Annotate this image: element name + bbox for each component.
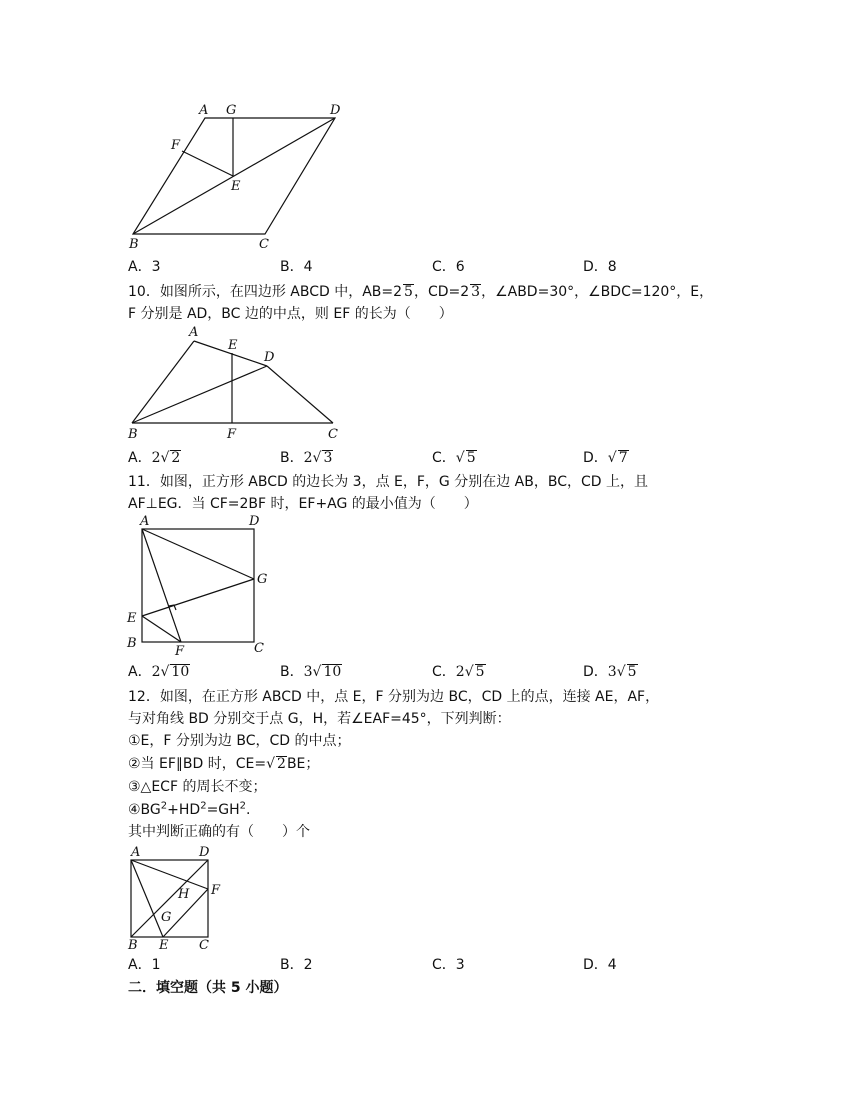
q12-stem-line1: 12．如图，在正方形 ABCD 中，点 E，F 分别为边 BC，CD 上的点，连接 AE，AF， <box>128 689 660 705</box>
q11-diagram <box>125 512 285 657</box>
q11-option-c: C．2√ 5 <box>432 664 485 680</box>
q12-label-f: F <box>211 883 221 898</box>
q12-label-g: G <box>161 910 172 925</box>
q9-label-f: F <box>171 138 181 153</box>
q10-label-f: F <box>227 427 237 442</box>
q11-figure <box>125 512 285 657</box>
q11-label-g: G <box>257 572 268 587</box>
q10-label-b: B <box>128 427 138 442</box>
q11-option-a: A．2√ 10 <box>128 664 190 680</box>
q12-label-h: H <box>178 887 190 902</box>
q11-label-e: E <box>127 611 137 626</box>
q12-label-e: E <box>159 938 169 953</box>
q11-stem-line2: AF⊥EG．当 CF=2BF 时，EF+AG 的最小值为（ ） <box>128 496 478 512</box>
q11-stem-line1: 11．如图，正方形 ABCD 的边长为 3，点 E，F，G 分别在边 AB，BC，CD 上，且 <box>128 474 648 490</box>
q10-label-c: C <box>328 427 338 442</box>
q12-figure <box>125 843 235 953</box>
q12-stem-line2: 与对角线 BD 分别交于点 G，H，若∠EAF=45°，下列判断： <box>128 711 511 727</box>
q11-label-a: A <box>140 514 150 529</box>
q10-option-a: A．2√ 2 <box>128 450 181 466</box>
q11-label-f: F <box>175 644 185 659</box>
q12-option-d: D．4 <box>583 957 617 973</box>
q10-option-c: C．√ 5 <box>432 450 476 466</box>
q10-stem-line1: 10．如图所示，在四边形 ABCD 中，AB=2 5，CD=2 3，∠ABD=30°，∠BDC=120°，E， <box>128 284 714 300</box>
q11-option-d: D．3√ 5 <box>583 664 637 680</box>
q12-item-4: $④BG^2+HD^2=GH^2$. <box>128 800 251 818</box>
q9-label-b: B <box>129 237 139 252</box>
q12-label-b: B <box>128 938 138 953</box>
q12-stem-end: 其中判断正确的有（ ）个 <box>128 824 310 840</box>
q10-diagram <box>125 326 345 444</box>
q9-option-a: A．3 <box>128 259 161 275</box>
q11-label-b: B <box>127 636 137 651</box>
q12-label-d: D <box>199 845 210 860</box>
q9-label-d: D <box>330 103 341 118</box>
q9-label-g: G <box>226 103 237 118</box>
q12-item-1: ①E，F 分别为边 BC，CD 的中点； <box>128 733 351 749</box>
q12-item-3: ③△ECF 的周长不变； <box>128 779 267 795</box>
q9-diagram <box>125 100 355 250</box>
q9-option-d: D．8 <box>583 259 617 275</box>
q9-figure <box>125 100 355 250</box>
q9-option-b: B．4 <box>280 259 313 275</box>
q10-label-a: A <box>189 325 199 340</box>
q11-option-b: B．3√ 10 <box>280 664 342 680</box>
section-heading-fill-in: 二．填空题（共 5 小题） <box>128 980 288 996</box>
q12-item-2: ②当 EF∥BD 时，CE=√ 2BE； <box>128 756 320 772</box>
q11-label-d: D <box>249 514 260 529</box>
q12-option-b: B．2 <box>280 957 313 973</box>
q10-option-b: B．2√ 3 <box>280 450 333 466</box>
q9-option-c: C．6 <box>432 259 465 275</box>
q11-label-c: C <box>254 641 264 656</box>
q9-label-e: E <box>231 179 241 194</box>
q12-option-a: A．1 <box>128 957 161 973</box>
q12-label-c: C <box>199 938 209 953</box>
q12-option-c: C．3 <box>432 957 465 973</box>
q10-label-e: E <box>228 338 238 353</box>
q10-option-d: D．√ 7 <box>583 450 628 466</box>
q10-stem-line2: F 分别是 AD，BC 边的中点，则 EF 的长为（ ） <box>128 306 453 322</box>
q12-label-a: A <box>131 845 141 860</box>
q10-figure <box>125 326 345 444</box>
q10-label-d: D <box>264 350 275 365</box>
q12-diagram <box>125 843 235 953</box>
q9-label-a: A <box>199 103 209 118</box>
q9-label-c: C <box>259 237 269 252</box>
